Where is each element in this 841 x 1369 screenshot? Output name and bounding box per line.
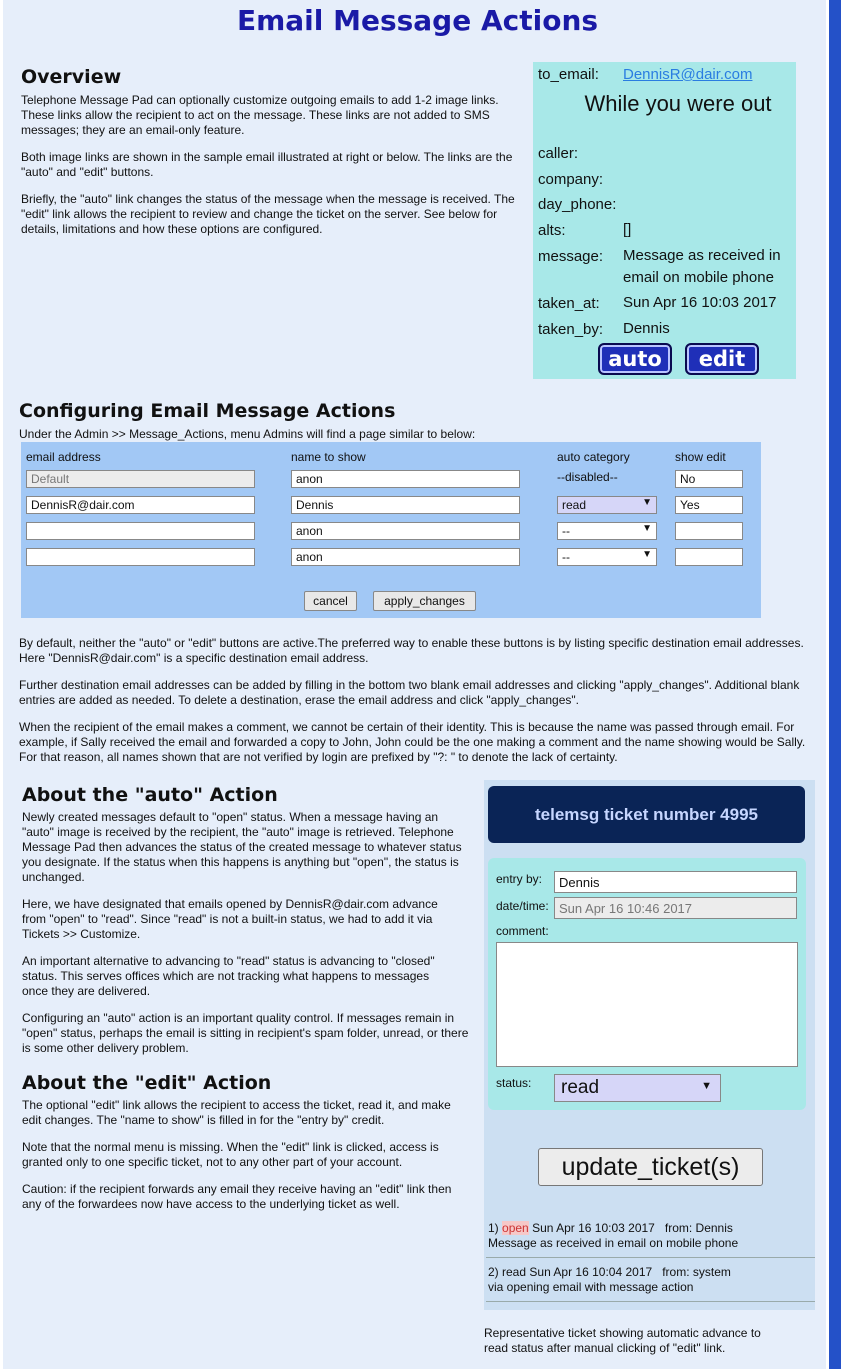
taken-by-value: Dennis [623, 320, 670, 337]
ticket-form [488, 858, 806, 1110]
auto-paragraph-3: An important alternative to advancing to "read" status is advancing to "closed" status. This serves offices which are not tracking what happens to messages once they are delivered. [22, 954, 435, 998]
name-to-show-input[interactable] [291, 470, 520, 488]
auto-category-value: -- [562, 550, 570, 564]
apply-changes-button[interactable]: apply_changes [373, 591, 476, 611]
history-status-open: open [502, 1221, 529, 1235]
configuring-heading: Configuring Email Message Actions [19, 400, 396, 422]
dropdown-arrow-icon: ▼ [642, 497, 652, 508]
history-number: 2) [488, 1265, 499, 1279]
overview-heading: Overview [21, 66, 122, 88]
dropdown-arrow-icon: ▼ [642, 523, 652, 534]
show-edit-input[interactable] [675, 496, 743, 514]
dropdown-arrow-icon: ▼ [701, 1080, 712, 1092]
configuring-paragraph-1: By default, neither the "auto" or "edit" buttons are active.The preferred way to enable these buttons is by listing specific destination email addresses. Here "DennisR@dair.com" is a specific destination email address. [19, 636, 804, 665]
email-address-input[interactable] [26, 522, 255, 540]
company-label: company: [538, 171, 604, 188]
column-auto-category: auto category [557, 450, 630, 464]
edit-section-heading: About the "edit" Action [22, 1072, 272, 1094]
history-from: from: Dennis [664, 1221, 733, 1235]
column-name-to-show: name to show [291, 450, 366, 464]
history-divider [486, 1301, 815, 1302]
history-divider [486, 1257, 815, 1258]
day-phone-label: day_phone: [538, 196, 617, 213]
overview-paragraph-3: Briefly, the "auto" link changes the status of the message when the message is received. The "edit" link allows the recipient to review and change the ticket on the server. See below for details, limitations and how these options are configured. [21, 192, 515, 236]
edit-paragraph-3: Caution: if the recipient forwards any email they receive having an "edit" link then any of the forwardees now have access to the underlying ticket as well. [22, 1182, 452, 1211]
update-tickets-button[interactable]: update_ticket(s) [538, 1148, 763, 1186]
edit-button[interactable]: edit [685, 343, 759, 375]
comment-label: comment: [496, 924, 549, 938]
status-select[interactable] [554, 1074, 721, 1102]
dropdown-arrow-icon: ▼ [642, 549, 652, 560]
comment-textarea[interactable] [496, 942, 798, 1067]
table-footer [25, 572, 755, 614]
caller-label: caller: [538, 145, 579, 162]
taken-at-label: taken_at: [538, 295, 600, 312]
history-note: via opening email with message action [488, 1280, 694, 1294]
history-entry [488, 1221, 738, 1251]
to-email-label: to_email: [538, 66, 599, 83]
history-entry [488, 1265, 731, 1295]
taken-by-label: taken_by: [538, 321, 604, 338]
status-label: status: [496, 1076, 532, 1090]
auto-button[interactable]: auto [598, 343, 672, 375]
auto-category-value: -- [562, 524, 570, 538]
message-value-line-1: Message as received in [623, 247, 781, 264]
ticket-header: telemsg ticket number 4995 [488, 786, 805, 843]
history-note: Message as received in email on mobile phone [488, 1236, 739, 1250]
left-border [0, 0, 3, 1369]
message-actions-table [21, 442, 761, 618]
sample-email [533, 62, 796, 379]
to-email-link[interactable]: DennisR@dair.com [623, 66, 753, 83]
history-number: 1) [488, 1221, 499, 1235]
email-address-input [26, 470, 255, 488]
message-label: message: [538, 248, 604, 265]
overview-paragraph-2: Both image links are shown in the sample email illustrated at right or below. The links are the "auto" and "edit" buttons. [21, 150, 513, 179]
name-to-show-input[interactable] [291, 548, 520, 566]
show-edit-input[interactable] [675, 470, 743, 488]
edit-paragraph-2: Note that the normal menu is missing. When the "edit" link is clicked, access is granted only to one specific ticket, not to any other part of your account. [22, 1140, 439, 1169]
configuring-paragraph-3: When the recipient of the email makes a comment, we cannot be certain of their identity. This is because the name was passed through email. For example, if Sally received the email and forwarded a copy to John, John could be the one making a comment and the name showing would be Sally. For that reason, all names shown that are not verified by login are prefixed by "?: " to denote the lack of certainty. [19, 720, 806, 764]
taken-at-value: Sun Apr 16 10:03 2017 [623, 294, 777, 311]
entry-by-label: entry by: [496, 872, 543, 886]
configuring-paragraph-2: Further destination email addresses can be added by filling in the bottom two blank email addresses and clicking "apply_changes". Additional blank entries are added as needed. To delete a destination, erase the email address and click "apply_changes". [19, 678, 800, 707]
auto-category-select[interactable] [557, 496, 657, 514]
ticket-caption: Representative ticket showing automatic advance to read status after manual clicking of "edit" link. [484, 1326, 761, 1355]
show-edit-input[interactable] [675, 522, 743, 540]
column-email-address: email address [26, 450, 101, 464]
right-border [829, 0, 841, 1369]
auto-category-value: read [562, 498, 587, 512]
edit-paragraph-1: The optional "edit" link allows the recipient to access the ticket, read it, and make edit changes. The "name to show" is filled in for the "entry by" credit. [22, 1098, 451, 1127]
status-value: read [561, 1077, 600, 1098]
alts-value: [] [623, 221, 632, 238]
history-time: Sun Apr 16 10:03 2017 [532, 1221, 655, 1235]
show-edit-input[interactable] [675, 548, 743, 566]
auto-category-disabled: --disabled-- [557, 470, 618, 484]
alts-label: alts: [538, 222, 566, 239]
auto-paragraph-2: Here, we have designated that emails opened by DennisR@dair.com advance from "open" to "read". Since "read" is not a built-in status, we had to add it via Tickets >> Customize. [22, 897, 438, 941]
configuring-intro: Under the Admin >> Message_Actions, menu Admins will find a page similar to below: [19, 427, 476, 441]
auto-paragraph-1: Newly created messages default to "open" status. When a message having an "auto" image is received by the recipient, the "auto" image is retrieved. Telephone Message Pad then advances the status of the created message to whatever status you designate. If the status when this happens is anything but "open", the status is unchanged. [22, 810, 462, 884]
page-title: Email Message Actions [236, 4, 599, 37]
entry-by-input[interactable] [554, 871, 797, 893]
message-value-line-2: email on mobile phone [623, 269, 774, 286]
auto-paragraph-4: Configuring an "auto" action is an important quality control. If messages remain in "open" status, perhaps the email is sitting in recipient's spam folder, unread, or there is some other delivery problem. [22, 1011, 469, 1055]
email-address-input[interactable] [26, 496, 255, 514]
datetime-input [554, 897, 797, 919]
auto-category-select[interactable] [557, 548, 657, 566]
datetime-label: date/time: [496, 899, 549, 913]
history-from: from: system [662, 1265, 731, 1279]
history-status-read: read [502, 1265, 527, 1279]
name-to-show-input[interactable] [291, 522, 520, 540]
history-time: Sun Apr 16 10:04 2017 [529, 1265, 653, 1279]
overview-paragraph-1: Telephone Message Pad can optionally customize outgoing emails to add 1-2 image links. These links allow the recipient to act on the message. These links are not added to SMS messages; they are an email-only feature. [21, 93, 499, 137]
auto-section-heading: About the "auto" Action [22, 784, 278, 806]
column-show-edit: show edit [675, 450, 726, 464]
cancel-button[interactable]: cancel [304, 591, 357, 611]
email-address-input[interactable] [26, 548, 255, 566]
email-headline: While you were out [584, 91, 772, 116]
name-to-show-input[interactable] [291, 496, 520, 514]
auto-category-select[interactable] [557, 522, 657, 540]
